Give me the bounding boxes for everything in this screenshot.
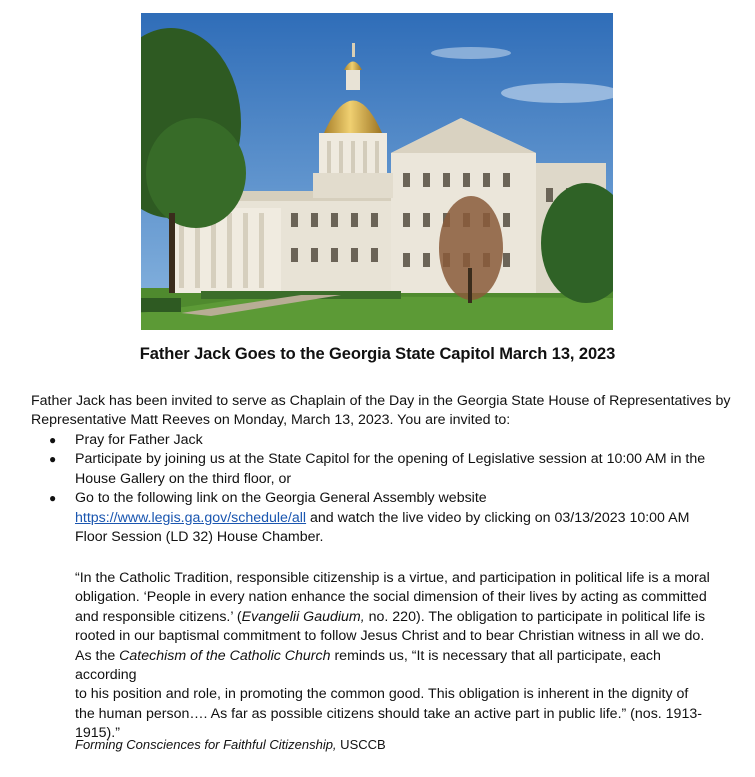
quote-source: Forming Consciences for Faithful Citizenship, USCCB — [75, 737, 386, 752]
capitol-photo — [141, 13, 613, 330]
intro-paragraph — [31, 392, 731, 431]
list-item-link: ● Go to the following link on the Georgia General Assembly website https://www.legis.ga.gov/schedule/all and watch the live video by clicking on 03/13/2023 10:00 AM Floor Session (LD 32) House Chamber. — [49, 490, 690, 546]
page-title: Father Jack Goes to the Georgia State Capitol March 13, 2023 — [139, 345, 616, 363]
invitation-list — [31, 431, 731, 547]
quote-block: “In the Catholic Tradition, responsible citizenship is a virtue, and participation in political life is a moral obligation. ‘People in every nation enhance the social dimension of their lives by acting as committed and responsible citizens.’ (Evangelii Gaudium, no. 220). The obligation to participate in political life is rooted in our baptismal commitment to follow Jesus Christ and to bear Christian witness in all we do. As the Catechism of the Catholic Church reminds us, “It is necessary that all participate, each according to his position and role, in promoting the common good. This obligation is inherent in the dignity of the human person…. As far as possible citizens should take an active part in public life.” (nos. 1913- 1915).” — [75, 570, 710, 742]
bullet-icon: ● — [49, 452, 57, 467]
schedule-link[interactable]: https://www.legis.ga.gov/schedule/all — [75, 509, 307, 526]
list-item-pray: ● Pray for Father Jack — [31, 431, 731, 450]
citation-italic: Evangelii Gaudium, — [241, 608, 365, 625]
intro-line: Representative Matt Reeves on Monday, March 13, 2023. You are invited to: — [31, 412, 511, 429]
bullet-icon: ● — [49, 491, 57, 506]
intro-line: Father Jack has been invited to serve as Chaplain of the Day in the Georgia State House of Representatives by — [31, 393, 731, 409]
bullet-icon: ● — [49, 433, 57, 447]
citation-italic: Catechism of the Catholic Church — [119, 647, 331, 664]
list-item-participate: ● Participate by joining us at the State Capitol for the opening of Legislative session at 10:00 AM in the House Gallery on the third floor, or — [49, 451, 706, 487]
